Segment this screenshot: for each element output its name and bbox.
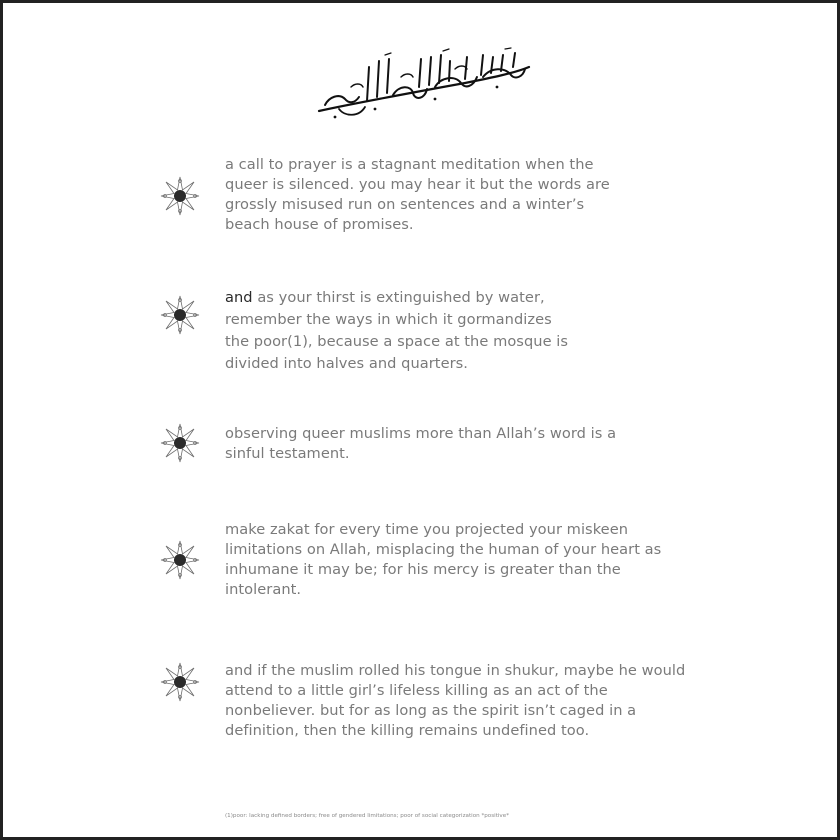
stanza-line: a call to prayer is a stagnant meditation when the (225, 156, 594, 173)
stanza (225, 155, 610, 235)
stanza-line (225, 287, 568, 309)
ornament-icon (160, 176, 200, 216)
ornament-icon (160, 540, 200, 580)
ornament-icon (160, 662, 200, 702)
stanza-line: and if the muslim rolled his tongue in shukur, maybe he would (225, 662, 686, 679)
stanza-line: nonbeliever. but for as long as the spirit isn’t caged in a (225, 702, 637, 719)
ornament-icon (160, 423, 200, 463)
stanza (225, 520, 661, 600)
stanza-line: inhumane it may be; for his mercy is greater than the (225, 561, 621, 578)
stanza-line: queer is silenced. you may hear it but the words are (225, 176, 610, 193)
stanza-line: grossly misused run on sentences and a winter’s (225, 196, 585, 213)
stanza-line: make zakat for every time you projected your miskeen (225, 521, 629, 538)
stanza-line: attend to a little girl’s lifeless killing as an act of the (225, 682, 608, 699)
stanza-line: sinful testament. (225, 445, 350, 462)
stanza-line: limitations on Allah, misplacing the human of your heart as (225, 541, 662, 558)
stanza-line: remember the ways in which it gormandizes (225, 311, 552, 328)
basmala-calligraphy (315, 47, 533, 119)
stanza (225, 287, 568, 375)
stanza-first-word: and (225, 289, 253, 306)
stanza (225, 424, 616, 464)
stanza-line-text: as your thirst is extinguished by water, (257, 289, 545, 306)
ornament-icon (160, 295, 200, 335)
stanza (225, 661, 685, 741)
stanza-line: definition, then the killing remains undefined too. (225, 722, 590, 739)
footnote: (1)poor: lacking defined borders; free of gendered limitations; poor of social categorization *positive* (225, 813, 509, 819)
stanza-line: the poor(1), because a space at the mosque is (225, 333, 569, 350)
stanza-line: beach house of promises. (225, 216, 414, 233)
stanza-line: observing queer muslims more than Allah’s word is a (225, 425, 617, 442)
stanza-line: intolerant. (225, 581, 302, 598)
stanza-line: divided into halves and quarters. (225, 355, 468, 372)
